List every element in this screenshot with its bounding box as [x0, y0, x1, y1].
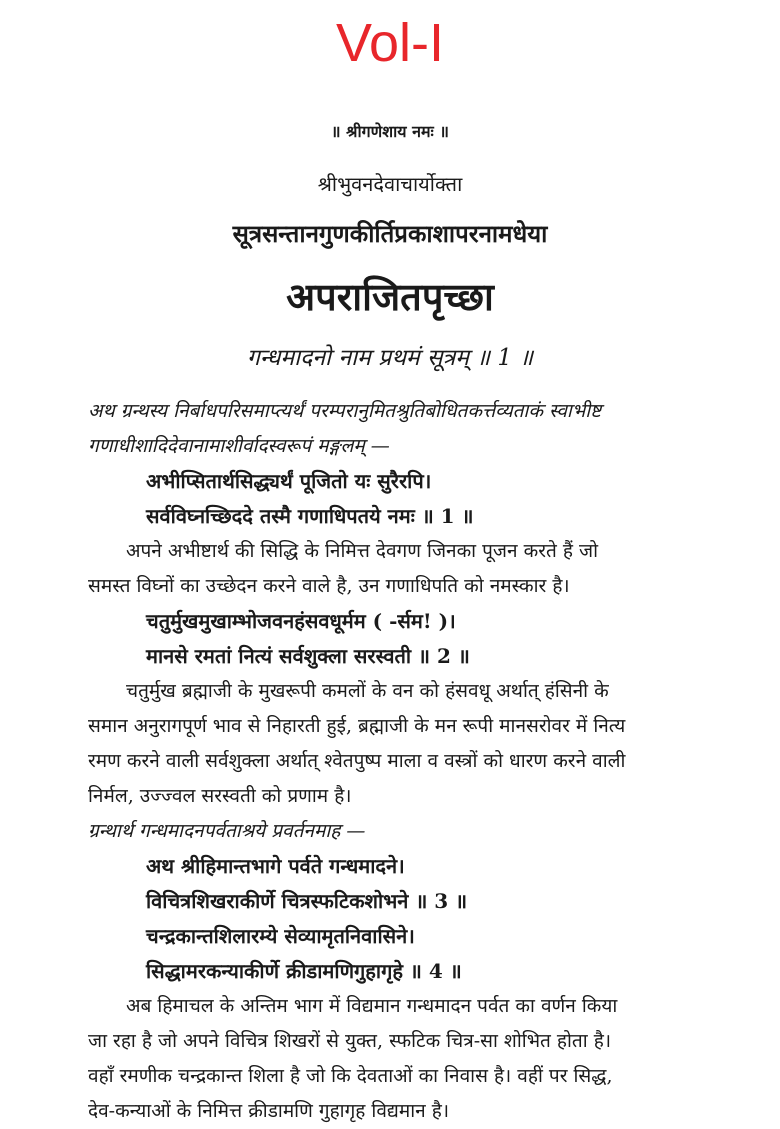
- sutra-heading: गन्धमादनो नाम प्रथमं सूत्रम् ॥ 1 ॥: [246, 345, 534, 371]
- commentary-line: अथ ग्रन्थस्य निर्बाधपरिसमाप्त्यर्थं परम्परानुमितश्रुतिबोधितकर्त्तव्यताकं स्वाभीष्ट: [88, 400, 602, 422]
- text-line: वहाँ रमणीक चन्द्रकान्त शिला है जो कि देवताओं का निवास है। वहीं पर सिद्ध,: [88, 1065, 613, 1087]
- commentary-line: गणाधीशादिदेवानामाशीर्वादस्वरूपं मङ्गलम् —: [88, 435, 390, 457]
- text-line: समस्त विघ्नों का उच्छेदन करने वाले है, उन गणाधिपति को नमस्कार है।: [88, 575, 570, 597]
- volume-label: Vol-I: [335, 13, 445, 73]
- attribution: श्रीभुवनदेवाचार्योक्ता: [317, 172, 463, 196]
- text-line: चतुर्मुख ब्रह्माजी के मुखरूपी कमलों के वन को हंसवधू अर्थात् हंसिनी के: [126, 680, 609, 702]
- subtitle: सूत्रसन्तानगुणकीर्तिप्रकाशापरनामधेया: [232, 219, 548, 248]
- verse-line: चन्द्रकान्तशिलारम्ये सेव्यामृतनिवासिने।: [146, 924, 415, 948]
- text-line: अपने अभीष्टार्थ की सिद्धि के निमित्त देवगण जिनका पूजन करते हैं जो: [126, 540, 598, 562]
- text-line: देव-कन्याओं के निमित्त क्रीडामणि गुहागृह विद्यमान है।: [88, 1100, 450, 1122]
- verse-line: सिद्धामरकन्याकीर्णे क्रीडामणिगुहागृहे ॥ 4 ॥: [146, 959, 462, 983]
- verse-line: मानसे रमतां नित्यं सर्वशुक्ला सरस्वती ॥ 2 ॥: [146, 644, 470, 668]
- text-line: रमण करने वाली सर्वशुक्ला अर्थात् श्वेतपुष्प माला व वस्त्रों को धारण करने वाली: [88, 750, 626, 772]
- verse-line: चतुर्मुखमुखाम्भोजवनहंसवधूर्मम ( -र्सम! )।: [146, 609, 456, 633]
- verse-line: सर्वविघ्नच्छिददे तस्मै गणाधिपतये नमः ॥ 1 ॥: [146, 504, 474, 528]
- text-line: अब हिमाचल के अन्तिम भाग में विद्यमान गन्धमादन पर्वत का वर्णन किया: [126, 995, 618, 1017]
- text-line: निर्मल, उज्ज्वल सरस्वती को प्रणाम है।: [88, 785, 352, 807]
- body-text: [88, 394, 768, 1129]
- commentary-line: ग्रन्थार्थ गन्धमादनपर्वताश्रये प्रवर्तनमाह —: [88, 820, 366, 842]
- verse-line: अभीप्सितार्थसिद्ध्यर्थं पूजितो यः सुरैरपि।: [146, 469, 432, 493]
- text-line: जा रहा है जो अपने विचित्र शिखरों से युक्त, स्फटिक चित्र-सा शोभित होता है।: [88, 1030, 612, 1052]
- page-title: अपराजितपृच्छा: [286, 274, 494, 319]
- invocation: ॥ श्रीगणेशाय नमः ॥: [331, 122, 449, 141]
- text-line: समान अनुरागपूर्ण भाव से निहारती हुई, ब्रह्माजी के मन रूपी मानसरोवर में नित्य: [88, 715, 626, 737]
- verse-line: विचित्रशिखराकीर्णे चित्रस्फटिकशोभने ॥ 3 ॥: [146, 889, 468, 913]
- verse-line: अथ श्रीहिमान्तभागे पर्वते गन्धमादने।: [146, 854, 405, 878]
